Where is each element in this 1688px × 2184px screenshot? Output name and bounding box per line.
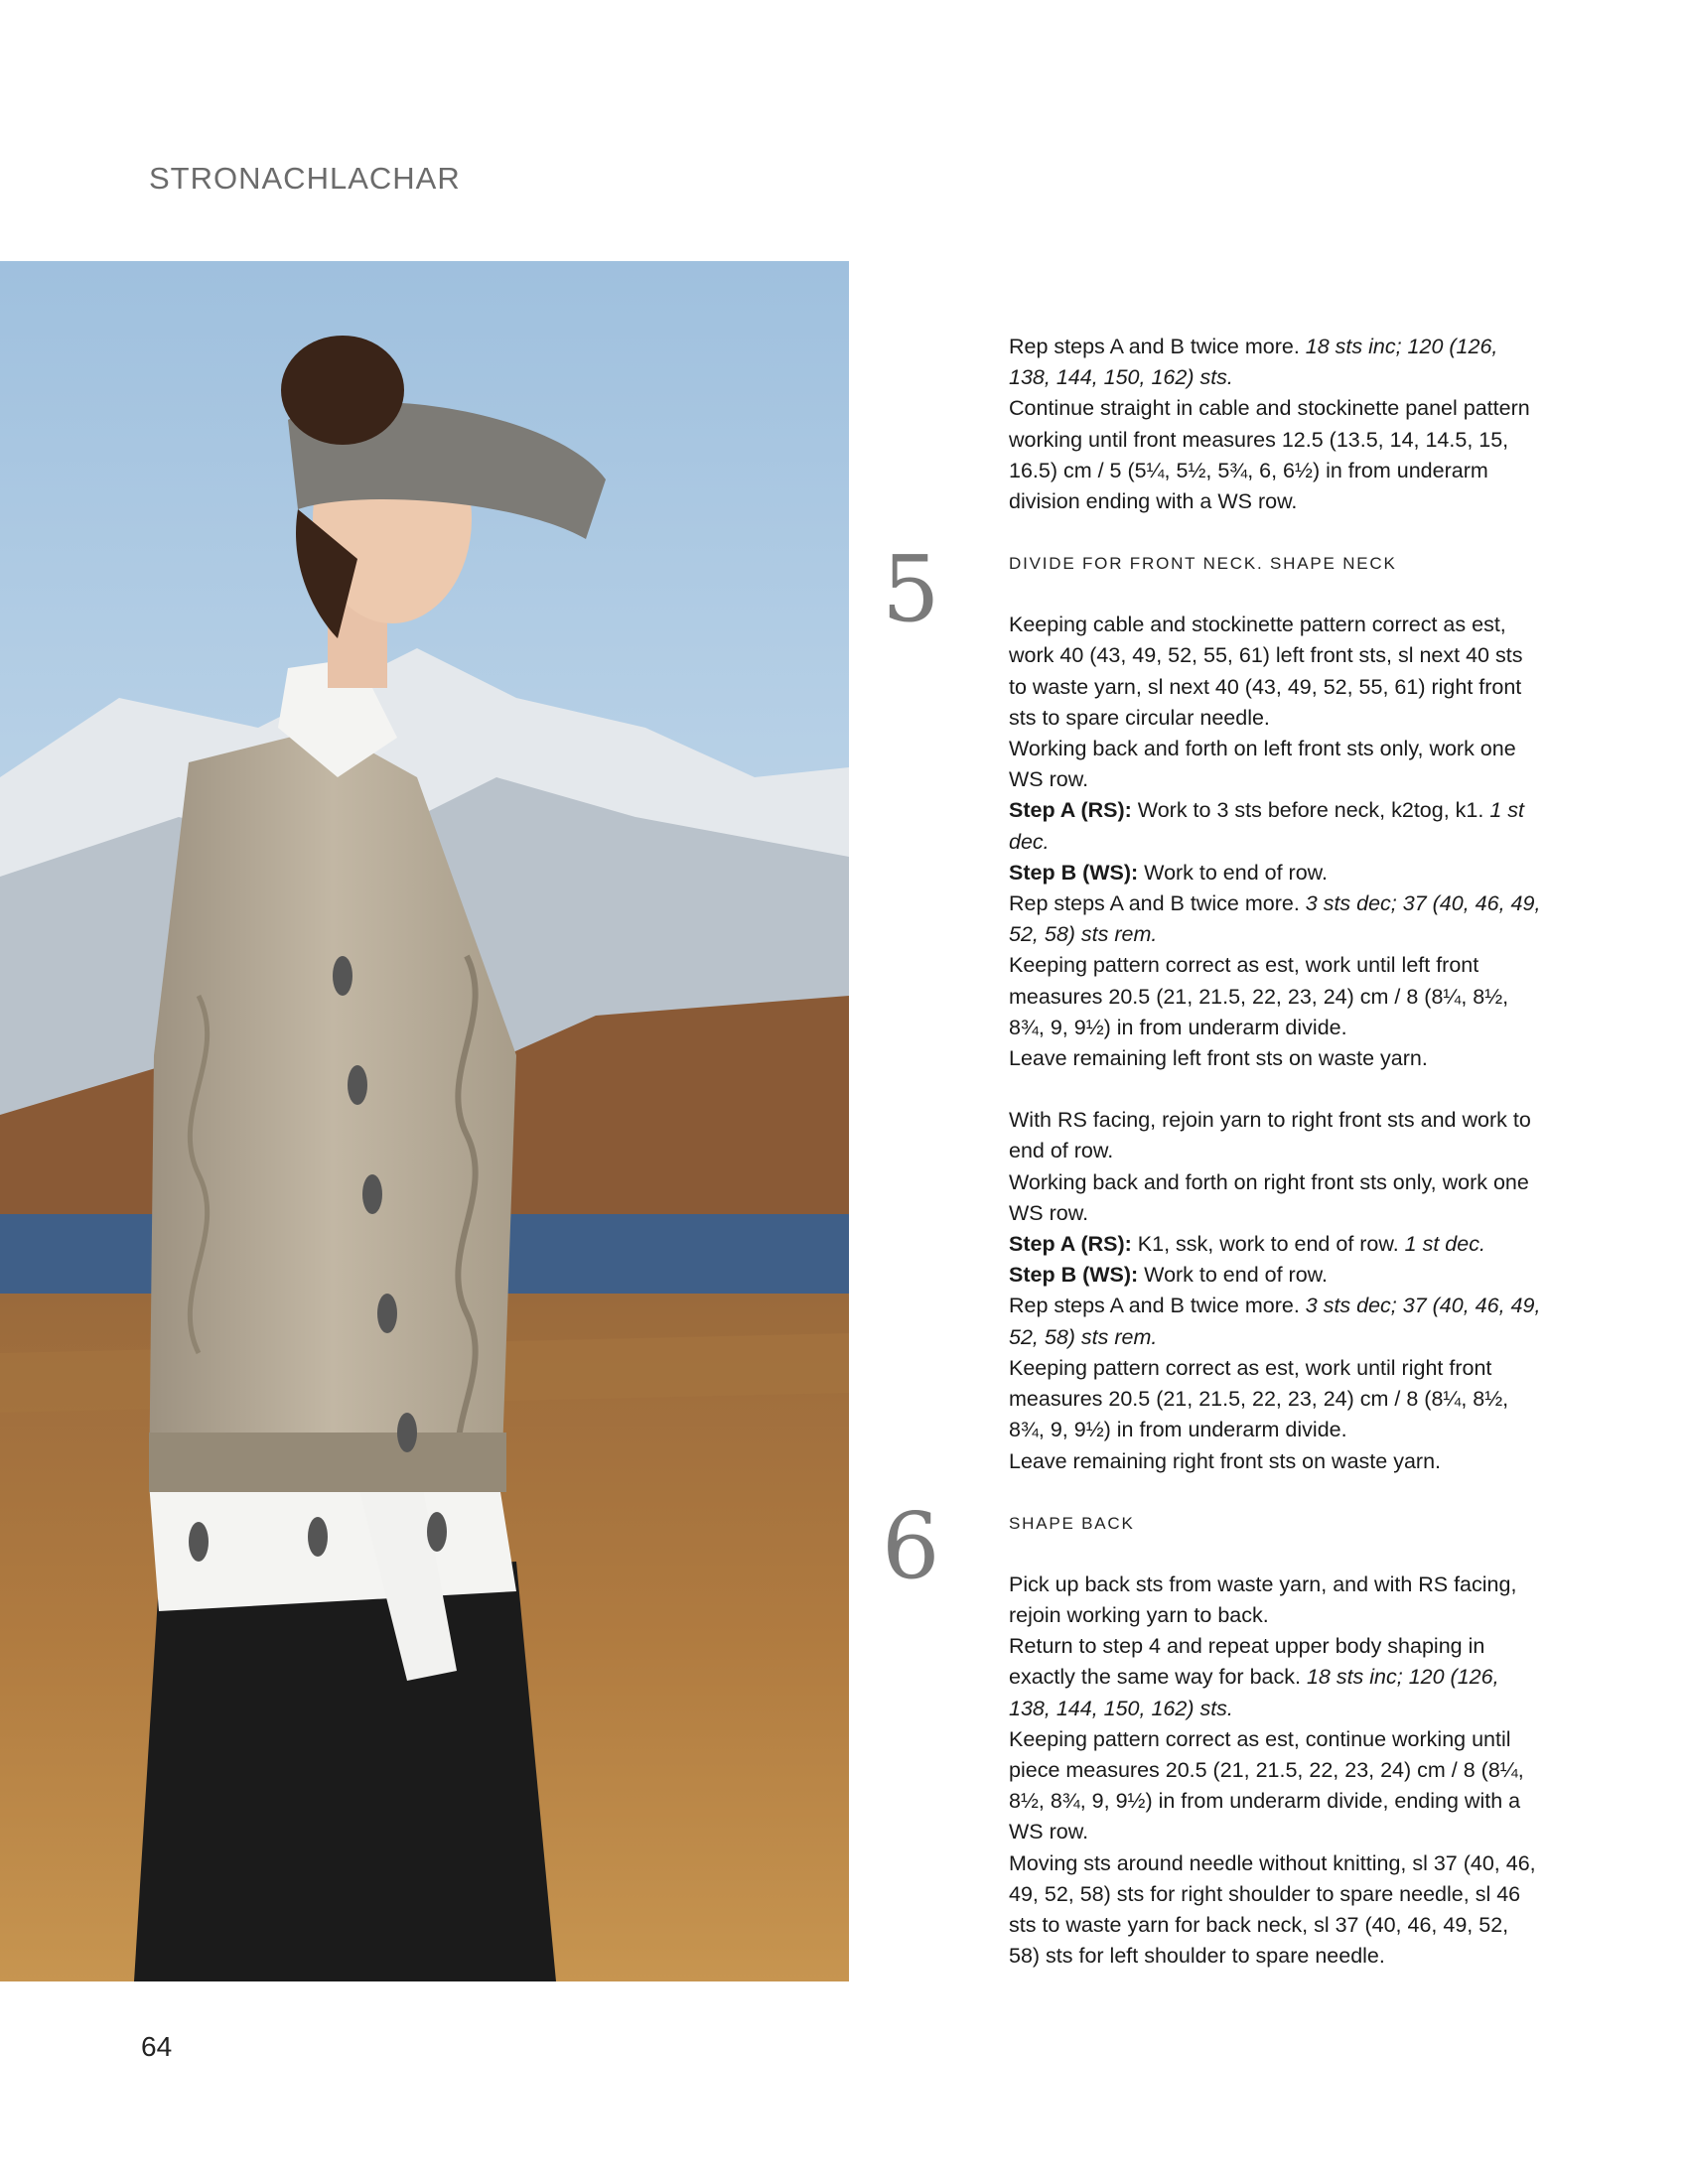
stitch-count-note: 18 sts inc; 120 (126, 138, 144, 150, 162) sts. [1009, 1665, 1499, 1720]
instruction-text: Leave remaining right front sts on waste yarn. [1009, 1448, 1441, 1473]
instruction-paragraph [1009, 1105, 1545, 1166]
stitch-count-note: 18 sts inc; 120 (126, 138, 144, 150, 162) sts. [1009, 335, 1498, 390]
instruction-text: Pick up back sts from waste yarn, and with RS facing, rejoin working yarn to back. [1009, 1571, 1517, 1627]
instruction-paragraph [1009, 1724, 1545, 1848]
instruction-paragraph [1009, 1848, 1545, 1973]
instruction-text: Rep steps A and B twice more. [1009, 335, 1306, 358]
instruction-text: Working back and forth on right front sts only, work one WS row. [1009, 1169, 1529, 1225]
instruction-text: Rep steps A and B twice more. [1009, 891, 1306, 916]
instruction-paragraph [1009, 795, 1545, 857]
instruction-paragraph [1009, 1353, 1545, 1446]
instruction-text: Continue straight in cable and stockinette panel pattern working until front measures 12.5 (13.5, 14, 14.5, 15, 16.5) cm / 5 (5¼, 5½, 5¾, 6, 6½) in from underarm division ending with a WS row. [1009, 396, 1530, 514]
step-number-5: 5 [882, 536, 940, 642]
instruction-text: Working back and forth on left front sts only, work one WS row. [1009, 737, 1516, 792]
instruction-paragraph [1009, 610, 1545, 734]
step-label: Step A (RS): [1009, 798, 1132, 823]
instruction-paragraph [1009, 1167, 1545, 1229]
stitch-count-note: 1 st dec. [1009, 798, 1524, 854]
instruction-paragraph [1009, 1043, 1545, 1074]
instruction-paragraph [1009, 393, 1545, 517]
instruction-text: Keeping cable and stockinette pattern correct as est, work 40 (43, 49, 52, 55, 61) left front sts, sl next 40 sts to waste yarn, sl next 40 (43, 49, 52, 55, 61) right front sts to spare circular needle. [1009, 613, 1523, 730]
step6-heading: SHAPE BACK [1009, 1513, 1135, 1533]
instruction-text: Keeping pattern correct as est, work until left front measures 20.5 (21, 21.5, 22, 23, 24) cm / 8 (8¼, 8½, 8¾, 9, 9½) in from underarm divide. [1009, 953, 1509, 1039]
instruction-text: Work to 3 sts before neck, k2tog, k1. [1131, 798, 1490, 823]
instruction-text: Leave remaining left front sts on waste yarn. [1009, 1046, 1428, 1071]
instruction-paragraph [1009, 858, 1545, 888]
instruction-text: Return to step 4 and repeat upper body shaping in exactly the same way for back. [1009, 1634, 1485, 1690]
step-number-6: 6 [882, 1493, 940, 1599]
step-label: Step B (WS): [1009, 1263, 1139, 1288]
instruction-paragraph [1009, 1229, 1545, 1260]
instruction-text: Work to end of row. [1138, 1263, 1328, 1288]
step5-heading: DIVIDE FOR FRONT NECK. SHAPE NECK [1009, 554, 1397, 574]
instruction-text: With RS facing, rejoin yarn to right front sts and work to end of row. [1009, 1108, 1531, 1163]
photo-woman-cabled-vest-icon [0, 261, 849, 1981]
instruction-paragraph [1009, 1570, 1545, 1631]
step-label: Step B (WS): [1009, 860, 1139, 885]
running-head: STRONACHLACHAR [149, 161, 461, 196]
instruction-paragraph [1009, 1291, 1545, 1352]
top-instructions [1009, 332, 1545, 517]
instruction-paragraph [1009, 888, 1545, 950]
instruction-paragraph [1009, 950, 1545, 1043]
instruction-paragraph [1009, 734, 1545, 795]
instruction-text: Moving sts around needle without knitting, sl 37 (40, 46, 49, 52, 58) sts for right shoulder to spare needle, sl 46 sts to waste yarn for back neck, sl 37 (40, 46, 49, 52, 58) sts for left shoulder to spare needle. [1009, 1850, 1536, 1969]
stitch-count-note: 3 sts dec; 37 (40, 46, 49, 52, 58) sts rem. [1009, 891, 1541, 947]
step5-instructions [1009, 610, 1545, 1476]
paragraph-gap [1009, 1074, 1545, 1105]
instruction-paragraph [1009, 1260, 1545, 1291]
instruction-paragraph [1009, 332, 1545, 393]
instruction-text: Keeping pattern correct as est, work until right front measures 20.5 (21, 21.5, 22, 23, 24) cm / 8 (8¼, 8½, 8¾, 9, 9½) in from underarm divide. [1009, 1355, 1509, 1442]
instruction-text: Keeping pattern correct as est, continue working until piece measures 20.5 (21, 21.5, 22, 23, 24) cm / 8 (8¼, 8½, 8¾, 9, 9½) in from underarm divide, ending with a WS row. [1009, 1726, 1524, 1844]
pattern-text-column [1009, 332, 1545, 1972]
instruction-paragraph [1009, 1631, 1545, 1724]
instruction-text: Rep steps A and B twice more. [1009, 1294, 1306, 1318]
page-number: 64 [141, 2031, 173, 2062]
step-label: Step A (RS): [1009, 1232, 1132, 1257]
stitch-count-note: 1 st dec. [1404, 1232, 1485, 1257]
stitch-count-note: 3 sts dec; 37 (40, 46, 49, 52, 58) sts rem. [1009, 1294, 1541, 1349]
instruction-text: Work to end of row. [1138, 860, 1328, 885]
instruction-paragraph [1009, 1446, 1545, 1477]
step6-instructions [1009, 1570, 1545, 1973]
instruction-text: K1, ssk, work to end of row. [1131, 1232, 1405, 1257]
